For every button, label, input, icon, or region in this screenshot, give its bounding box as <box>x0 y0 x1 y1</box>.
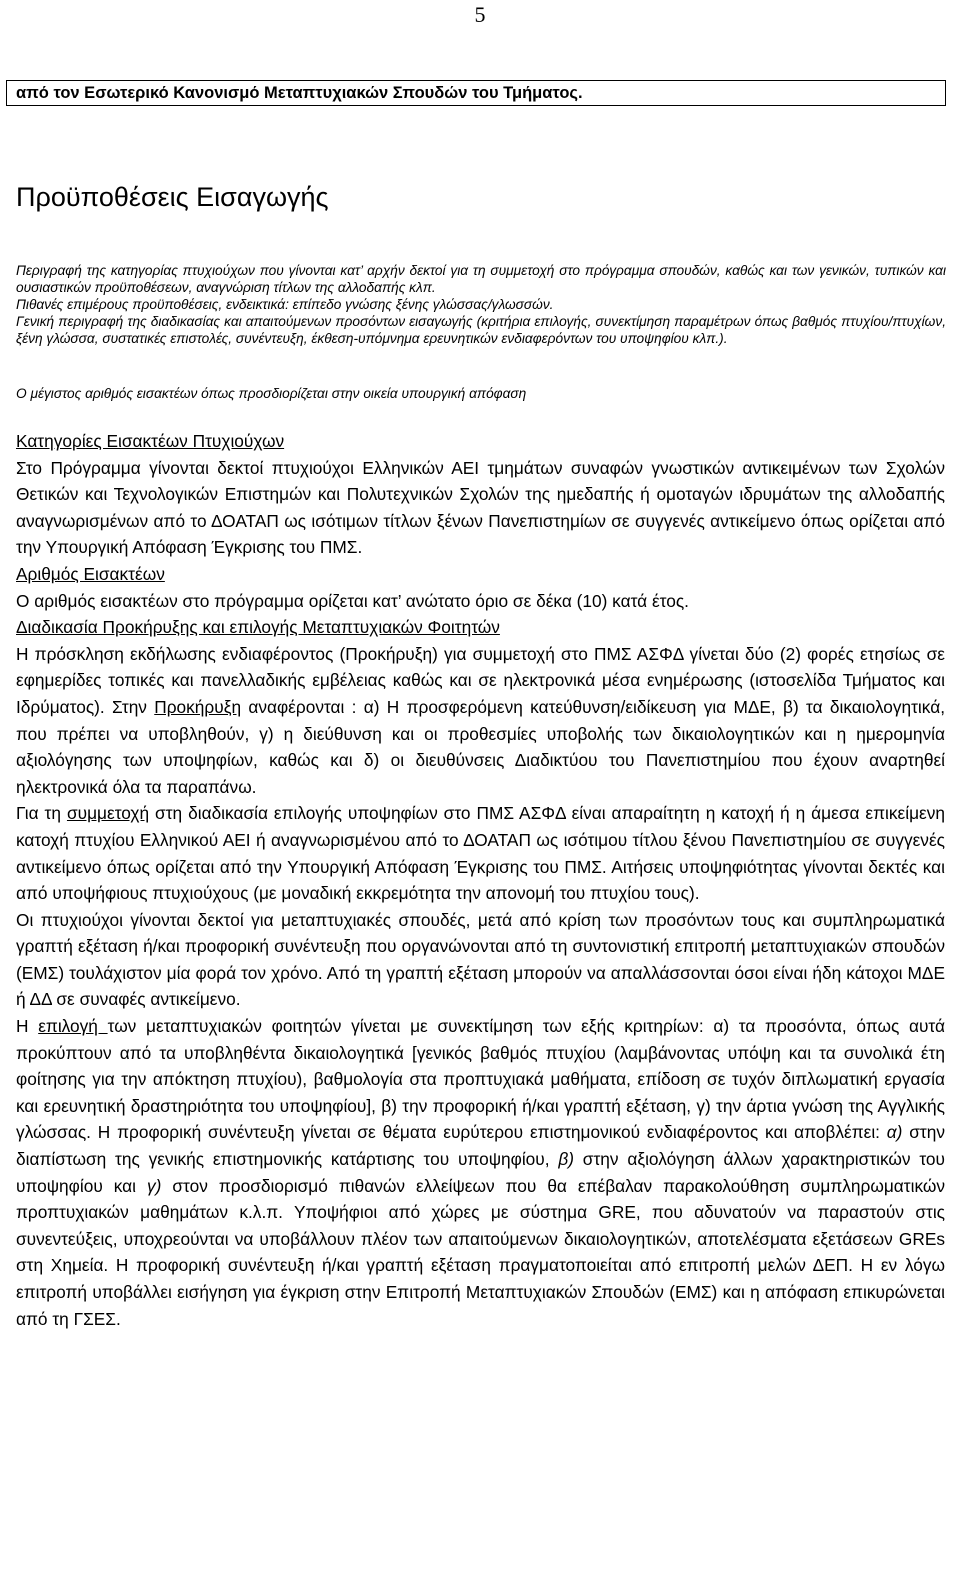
italic-paragraph: Πιθανές επιμέρους προϋποθέσεις, ενδεικτικά: επίπεδο γνώσης ξένης γλώσσας/γλωσσών. <box>16 297 554 312</box>
text-span: αναφέρονται : α) Η προσφερόμενη κατεύθυνση/ειδίκευση για ΜΔΕ, β) τα δικαιολογητικά, που πρέπει να υποβληθούν, γ) η διεύθυνση και οι προθεσμίες υποβολής των δικαιολογητικών και η ημερομηνία αξιολόγησης των υποψηφίων, καθώς και δ) οι διευθύνσεις Διαδικτύου του Πανεπιστημίου που έχουν αναρτηθεί ηλεκτρονικά όλα τα παραπάνω. <box>16 696 945 797</box>
number-paragraph: Ο αριθμός εισακτέων στο πρόγραμμα ορίζεται κατ’ ανώτατο όριο σε δέκα (10) κατά έτος. <box>16 590 689 611</box>
text-span: Η πρόσκληση εκδήλωσης ενδιαφέροντος (Προκήρυξη) για συμμετοχή στο ΠΜΣ ΑΣΦΔ γίνεται δύο (2) φορές ετησίως σε εφημερίδες τοπικές και πανελλαδικής εμβέλειας καθώς και σε ηλεκτρονικά μέσα ενημέρωσης (ιστοσελίδα Τμήματος και Ιδρύματος). Στην <box>16 643 945 717</box>
text-span: στην διαπίστωση της γενικής επιστημονικής κατάρτισης του υποψηφίου, <box>16 1122 945 1170</box>
max-admissions-note: Ο μέγιστος αριθμός εισακτέων όπως προσδιορίζεται στην οικεία υπουργική απόφαση <box>16 386 527 401</box>
categories-heading: Κατηγορίες Εισακτέων Πτυχιούχων <box>16 431 285 451</box>
procedure-paragraph: Οι πτυχιούχοι γίνονται δεκτοί για μεταπτυχιακές σπουδές, μετά από κρίση των προσόντων τους και συμπληρωματικά γραπτή εξέταση ή/και προφορική συνέντευξη που οργανώνονται από τη συντονιστική επιτροπή μεταπτυχιακών σπουδών (ΕΜΣ) τουλάχιστον μία φορά τον χρόνο. Από τη γραπτή εξέταση μπορούν να απαλλάσσονται όσοι είναι ήδη κάτοχοι ΜΔΕ ή ΔΔ σε συναφές αντικείμενο. <box>16 909 945 1010</box>
procedure-paragraph <box>16 641 945 801</box>
text-span: Η <box>16 1016 39 1037</box>
text-span: Για τη <box>16 803 67 824</box>
italic-enum: α) <box>886 1122 903 1143</box>
main-body <box>16 428 945 1332</box>
categories-paragraph: Στο Πρόγραμμα γίνονται δεκτοί πτυχιούχοι Ελληνικών ΑΕΙ τμημάτων συναφών γνωστικών αντικειμένων των Σχολών Θετικών και Τεχνολογικών Επιστημών και Πολυτεχνικών Σχολών της ημεδαπής ή ομοταγών ιδρυμάτων της αλλοδαπής αναγνωρισμένων από το ΔΟΑΤΑΠ ως ισότιμων τίτλων ξένων Πανεπιστημίων σε συγγενές αντικείμενο όπως ορίζεται από την Υπουργική Απόφαση Έγκρισης του ΠΜΣ. <box>16 457 945 558</box>
section-title: Προϋποθέσεις Εισαγωγής <box>16 182 329 212</box>
boxed-heading-line: από τον Εσωτερικό Κανονισμό Μεταπτυχιακών Σπουδών του Τμήματος. <box>6 80 946 106</box>
procedure-paragraph <box>16 1013 945 1332</box>
underlined-term: συμμετοχή <box>66 803 150 824</box>
italic-enum: γ) <box>147 1175 162 1196</box>
text-span: στην αξιολόγηση άλλων χαρακτηριστικών του υποψηφίου και <box>16 1149 945 1196</box>
underlined-term: Προκήρυξη <box>154 696 242 717</box>
procedure-paragraph <box>16 800 945 906</box>
text-span: των μεταπτυχιακών φοιτητών γίνεται με συνεκτίμηση των εξής κριτηρίων: α) τα προσόντα, όπως αυτά προκύπτουν από τα υποβληθέντα δικαιολογητικά [γενικός βαθμός πτυχίου (λαμβάνοντας υπόψη και τα συνολικά έτη φοίτησης για την απόκτηση πτυχίου), βαθμολογία στα προπτυχιακά μαθήματα, επίδοση σε τυχόν διπλωματική εργασία και ερευνητική δραστηριότητα του υποψηφίου], β) την προφορική ή/και γραπτή εξέταση, γ) την άρτια γνώση της Αγγλικής γλώσσας. Η προφορική συνέντευξη γίνεται σε θέματα ευρύτερου επιστημονικού ενδιαφέροντος και αποβλέπει: <box>16 1016 945 1143</box>
italic-paragraph: Γενική περιγραφή της διαδικασίας και απαιτούμενων προσόντων εισαγωγής (κριτήρια επιλογής, συνεκτίμηση παραμέτρων όπως βαθμός πτυχίου/πτυχίων, ξένη γλώσσα, συστατικές επιστολές, συνέντευξη, έκθεση-υπόμνημα ερευνητικών ενδιαφερόντων του υποψηφίου κλπ.). <box>16 314 946 346</box>
procedure-heading: Διαδικασία Προκήρυξης και επιλογής Μεταπτυχιακών Φοιτητών <box>16 617 500 638</box>
page-number: 5 <box>474 2 486 27</box>
number-heading: Αριθμός Εισακτέων <box>16 563 165 584</box>
italic-enum: β) <box>558 1149 574 1170</box>
italic-paragraph: Περιγραφή της κατηγορίας πτυχιούχων που γίνονται κατ’ αρχήν δεκτοί για τη συμμετοχή στο πρόγραμμα σπουδών, καθώς και των γενικών, τυπικών και ουσιαστικών προϋποθέσεων, αναγνώριση τίτλων της αλλοδαπής κλπ. <box>16 263 946 295</box>
text-span: στη διαδικασία επιλογής υποψηφίων στο ΠΜΣ ΑΣΦΔ είναι απαραίτητη η κατοχή ή η άμεσα επικείμενη κατοχή πτυχίου Ελληνικού ΑΕΙ ή αναγνωρισμένου από το ΔΟΑΤΑΠ ως ισότιμου τίτλου ξένου Πανεπιστημίου σε συγγενές αντικείμενο όπως ορίζεται από την Υπουργική Απόφαση Έγκρισης του ΠΜΣ. Αιτήσεις υποψηφιότητας γίνονται δεκτές και από υποψήφιους πτυχιούχους (με μοναδική εκκρεμότητα την απονομή του πτυχίου τους). <box>16 803 945 904</box>
italic-guidance-block <box>16 262 946 347</box>
underlined-term: επιλογή <box>38 1016 108 1037</box>
text-span: στον προσδιορισμό πιθανών ελλείψεων που θα επέβαλαν παρακολούθηση συμπληρωματικών προπτυχιακών μαθημάτων κ.λ.π. Υποψήφιοι από χώρες με σύστημα GRE, που αδυνατούν να παραστούν στις συνεντεύξεις, υποχρεούνται να υποβάλλουν πλέον των απαιτούμενων δικαιολογητικών, αποτελέσματα εξετάσεων GREs στη Χημεία. Η προφορική συνέντευξη ή/και γραπτή εξέταση πραγματοποιείται από επιτροπή μελών ΔΕΠ. Η εν λόγω επιτροπή υποβάλλει εισήγηση για έγκριση στην Επιτροπή Μεταπτυχιακών Σπουδών (ΕΜΣ) και η απόφαση επικυρώνεται από τη ΓΣΕΣ. <box>16 1175 946 1329</box>
